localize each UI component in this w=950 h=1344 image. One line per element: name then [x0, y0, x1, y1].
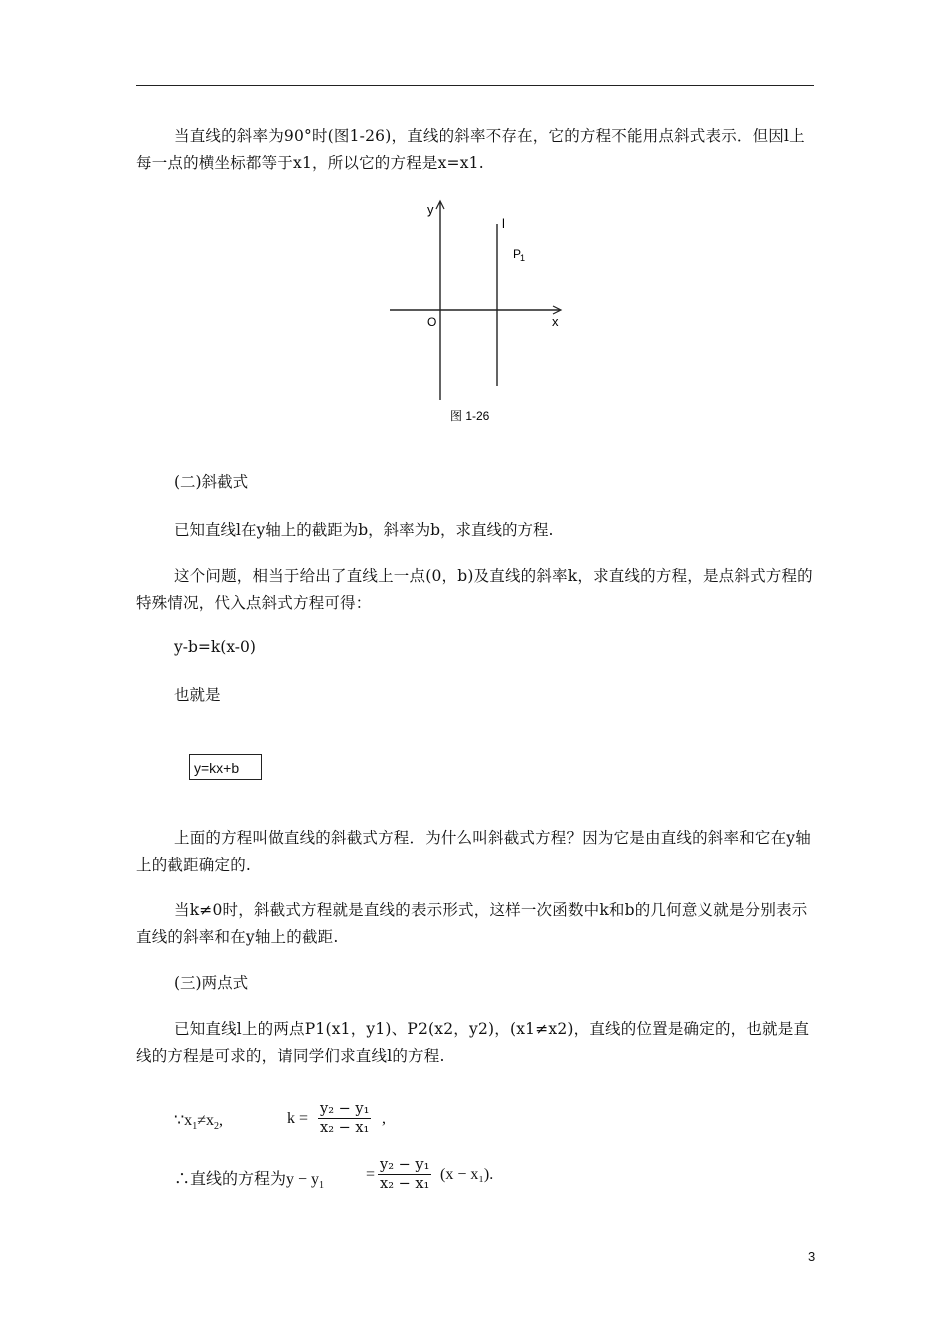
paragraph-geometric-meaning: 当k≠0时，斜截式方程就是直线的表示形式，这样一次函数中k和b的几何意义就是分别表示直线的斜率和在y轴上的截距. [136, 901, 808, 946]
math-therefore: ∴直线的方程为y − y [174, 1171, 320, 1188]
heading-two-point: (三)两点式 [174, 974, 249, 992]
heading-slope-intercept: (二)斜截式 [174, 473, 249, 491]
math-k-eq: k = [287, 1110, 309, 1127]
math-sub-1: 1 [192, 1121, 198, 1133]
paragraph-explanation: 这个问题，相当于给出了直线上一点(0，b)及直线的斜率k，求直线的方程，是点斜式方程的特殊情况，代入点斜式方程可得： [136, 567, 813, 612]
y-label: y [427, 202, 434, 217]
math-because-line [174, 1110, 223, 1132]
two-point-denominator: x₂ − x₁ [378, 1174, 431, 1193]
point-label-sub: 1 [520, 253, 526, 263]
x-label: x [552, 314, 559, 329]
math-neq: ≠x [197, 1112, 214, 1129]
paragraph-vertical-line: 当直线的斜率为90°时(图1-26)，直线的斜率不存在，它的方程不能用点斜式表示．但因l上每一点的横坐标都等于x1，所以它的方程是x=x1. [136, 127, 805, 172]
math-because: ∵x [174, 1112, 193, 1129]
slope-fraction [318, 1100, 371, 1137]
origin-label: O [427, 315, 437, 329]
paragraph-problem: 已知直线l在y轴上的截距为b，斜率为b，求直线的方程. [174, 521, 554, 539]
math-therefore-line [174, 1166, 324, 1191]
header-rule [136, 85, 814, 86]
equation-point-slope: y-b=k(x-0) [174, 638, 256, 656]
math-trailing-comma: , [382, 1110, 386, 1127]
coordinate-diagram [380, 190, 580, 430]
figure-1-26 [380, 190, 580, 430]
math-sub-y1: 1 [319, 1180, 325, 1192]
paragraph-two-point-problem: 已知直线l上的两点P1(x1，y1)、P2(x2，y2)，(x1≠x2)，直线的位置是确定的，也就是直线的方程是可求的，请同学们求直线l的方程. [136, 1020, 810, 1065]
page-number: 3 [808, 1249, 816, 1264]
line-label: l [502, 216, 505, 231]
slope-denominator: x₂ − x₁ [318, 1118, 371, 1137]
boxed-equation: y=kx+b [189, 754, 262, 780]
math-sub-2: 2 [213, 1121, 219, 1133]
slope-numerator: y₂ − y₁ [320, 1101, 370, 1117]
two-point-numerator: y₂ − y₁ [380, 1157, 430, 1173]
two-point-fraction [378, 1156, 431, 1193]
math-comma: , [218, 1112, 223, 1129]
math-paren-tail: (x − x₁). [440, 1166, 494, 1183]
math-eq-sign: = [366, 1166, 376, 1183]
paragraph-slope-intercept-def: 上面的方程叫做直线的斜截式方程．为什么叫斜截式方程？因为它是由直线的斜率和它在y轴上的截距确定的. [136, 829, 811, 874]
point-label: P [513, 247, 522, 261]
figure-caption: 图 1-26 [450, 409, 490, 423]
paragraph-that-is: 也就是 [174, 686, 221, 704]
